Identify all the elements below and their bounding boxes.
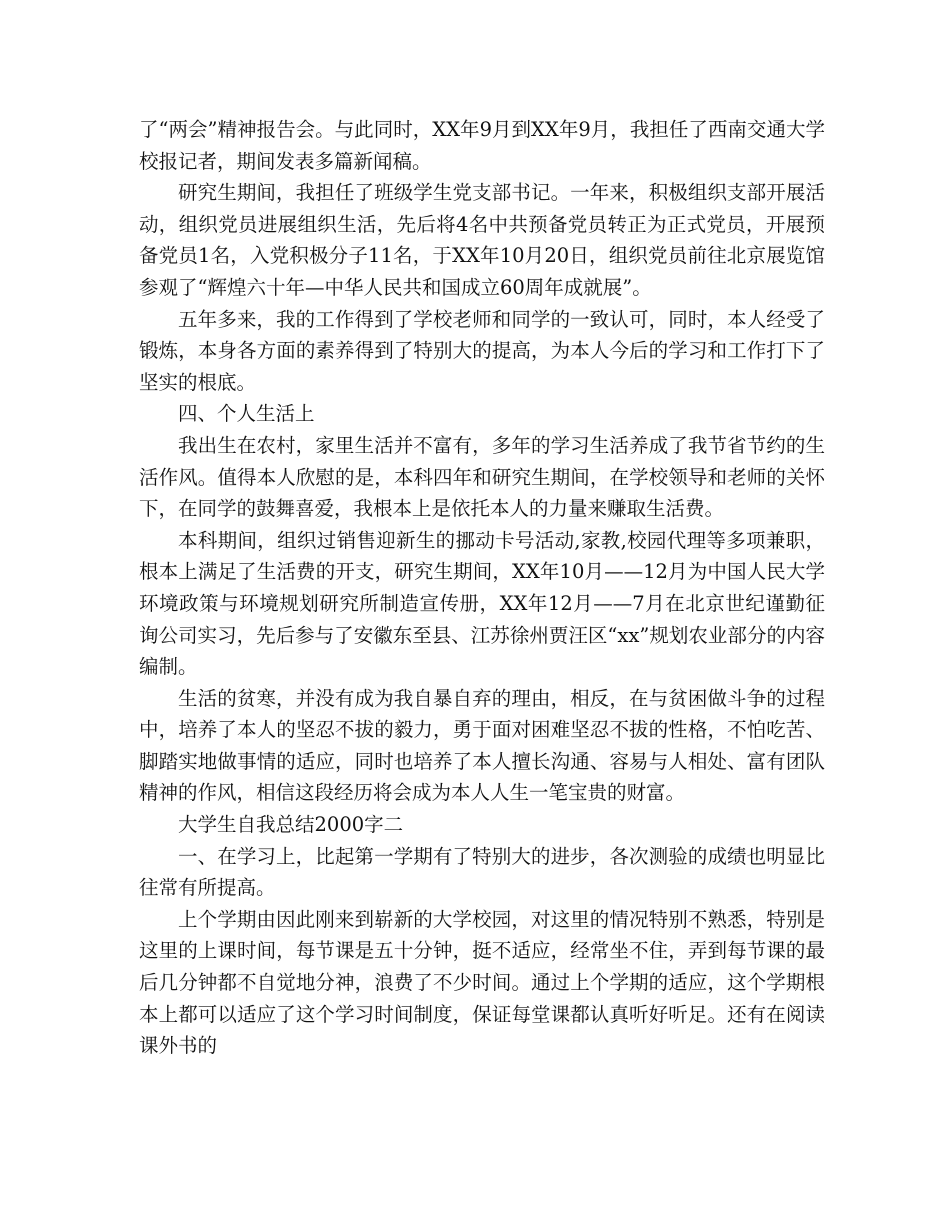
paragraph-9: 一、在学习上，比起第一学期有了特别大的进步，各次测验的成绩也明显比往常有所提高。 [139, 844, 825, 900]
section-heading-personal-life: 四、个人生活上 [178, 402, 315, 426]
paragraph-3: 五年多来，我的工作得到了学校老师和同学的一致认可，同时，本人经受了锻炼，本身各方面的素养得到了特别大的提高，为本人今后的学习和工作打下了坚实的根底。 [139, 307, 825, 394]
paragraph-5: 我出生在农村，家里生活并不富有，多年的学习生活养成了我节省节约的生活作风。值得本人欣慰的是，本科四年和研究生期间，在学校领导和老师的关怀下，在同学的鼓舞喜爱，我根本上是依托本人的力量来赚取生活费。 [139, 433, 825, 521]
paragraph-1: 了“两会”精神报告会。与此同时，XX年9月到XX年9月，我担任了西南交通大学校报记者，期间发表多篇新闻稿。 [139, 118, 825, 173]
paragraph-7: 生活的贫寒，并没有成为我自暴自弃的理由，相反，在与贫困做斗争的过程中，培养了本人的坚忍不拔的毅力，勇于面对困难坚忍不拔的性格，不怕吃苦、脚踏实地做事情的适应，同时也培养了本人擅长沟通、容易与人相处、富有团队精神的作风，相信这段经历将会成为本人人生一笔宝贵的财富。 [139, 686, 825, 805]
section-title-summary-two: 大学生自我总结2000字二 [178, 813, 404, 837]
paragraph-10: 上个学期由因此刚来到崭新的大学校园，对这里的情况特别不熟悉，特别是这里的上课时间，每节课是五十分钟，挺不适应，经常坐不住，弄到每节课的最后几分钟都不自觉地分神，浪费了不少时间。通过上个学期的适应，这个学期根本上都可以适应了这个学习时间制度，保证每堂课都认真听好听足。还有在阅读课外书的 [139, 907, 825, 1058]
paragraph-2: 研究生期间，我担任了班级学生党支部书记。一年来，积极组织支部开展活动，组织党员进展组织生活，先后将4名中共预备党员转正为正式党员，开展预备党员1名，入党积极分子11名，于XX年10月20日，组织党员前往北京展览馆参观了“辉煌六十年—中华人民共和国成立60周年成就展”。 [139, 181, 825, 299]
document-body [139, 114, 825, 1062]
paragraph-6: 本科期间，组织过销售迎新生的挪动卡号活动,家教,校园代理等多项兼职，根本上满足了生活费的开支，研究生期间，XX年10月——12月为中国人民大学环境政策与环境规划研究所制造宣传册，XX年12月——7月在北京世纪谨勤征询公司实习，先后参与了安徽东至县、江苏徐州贾汪区“xx”规划农业部分的内容编制。 [139, 528, 825, 679]
